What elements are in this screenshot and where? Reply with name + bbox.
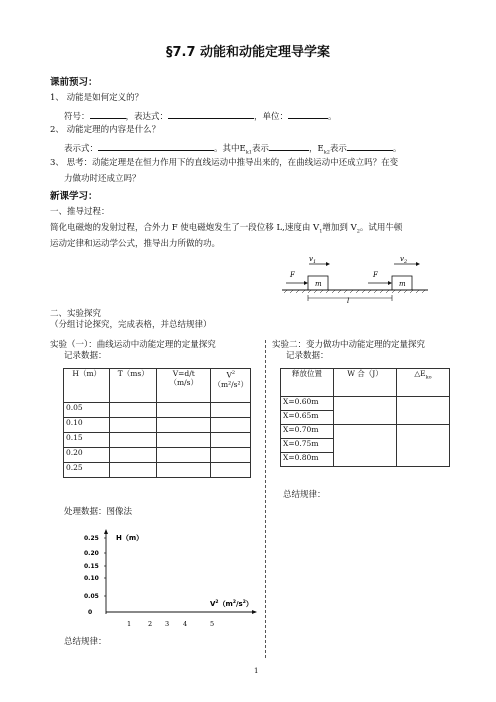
v-cell[interactable] [157,418,211,433]
table-row [64,448,251,463]
t-cell[interactable] [110,403,157,418]
question-3-line2: 力做功时还成立吗？ [64,174,141,184]
v-cell[interactable] [157,448,211,463]
experiment-1-table [63,368,251,478]
experiment-1-record-label: 记录数据： [64,351,107,361]
force-arrowhead-end [388,281,392,285]
derive-text-b: 增加到 V [322,223,357,233]
y-axis-label: H（m） [116,534,144,542]
period: 。 [392,144,402,154]
t-cell[interactable] [110,418,157,433]
y-tick-label: 0.25 [84,535,99,542]
derive-title: 一、推导过程： [50,207,110,217]
x-tick-labels [127,620,214,628]
page-number: 1 [254,667,259,675]
experiment-subtitle: （分组讨论探究，完成表格，并总结规律） [50,320,212,330]
table-row [281,425,450,439]
period: 。 [328,112,337,122]
derive-line1 [50,223,402,238]
y-tick-label: 0 [88,609,93,616]
ek2-blank[interactable] [347,141,393,151]
delta-ek-cell[interactable] [397,425,450,467]
page-title: §7.7 动能和动能定理导学案 [165,45,331,60]
table-header-row [64,369,251,403]
table-row [64,433,251,448]
position-cell: X=0.65m [281,411,334,425]
preview-heading: 课前预习： [50,77,98,88]
t-cell[interactable] [110,463,157,478]
ek1-subscript: k1 [245,149,252,156]
v2-cell[interactable] [211,403,251,418]
experiment-2-summary: 总结规律： [283,490,326,500]
header-delta-ek: $\triangle E_{ko}$ [397,369,450,397]
h-cell: 0.05 [64,403,110,418]
header-release-position: 释放位置 [281,369,334,397]
force-label-end: F [373,271,378,279]
v2-cell[interactable] [211,463,251,478]
ek1-represents: 表示 [251,144,269,154]
y-axis-arrow [104,529,108,534]
unit-label: ，单位： [254,112,289,122]
derive-text-c: 。试用牛顿 [359,223,403,233]
y-tick-label: 0.15 [84,563,99,570]
t-cell[interactable] [110,433,157,448]
v1-label: $v_1$ [309,255,317,265]
force-arrowhead-start [304,281,308,285]
displacement-label: l [347,297,350,305]
symbol-blank[interactable] [90,109,126,119]
v2-cell[interactable] [211,418,251,433]
experiment-2-table [280,368,450,467]
question-2-answer-line [64,141,401,159]
v2-label: $v_2$ [400,255,408,265]
derive-line2: 运动定律和运动学公式，推导出力所做的功。 [50,239,221,249]
ek2-subscript: k2 [323,149,330,156]
ek1-prefix: 。其中E [214,144,246,154]
mass-label-start: m [315,280,322,288]
t-cell[interactable] [110,448,157,463]
experiment-1-summary: 总结规律： [64,637,107,647]
question-1: 1、 动能是如何定义的？ [50,93,144,103]
table-row [281,397,450,411]
v-cell[interactable] [157,433,211,448]
position-cell: X=0.60m [281,397,334,411]
ek1-blank[interactable] [269,141,309,151]
data-graph [74,528,260,628]
expression-blank[interactable] [168,109,254,119]
position-cell: X=0.80m [281,453,334,467]
work-cell[interactable] [334,397,397,425]
v2-cell[interactable] [211,433,251,448]
ek2-prefix: ，E [308,144,324,154]
experiment-title: 二、实验探究 [50,309,102,319]
y-tick-label: 0.05 [84,593,99,600]
formula-blank[interactable] [98,141,214,151]
x-tick-label: 3 [165,620,170,628]
table-row [64,418,251,433]
v-cell[interactable] [157,403,211,418]
x-tick-label: 5 [210,620,215,628]
process-data-label: 处理数据：图像法 [64,507,133,517]
header-v-squared: $V^2$ （m²/s²） [211,369,251,403]
experiment-2-record-label: 记录数据： [286,351,329,361]
formula-label: 表示式： [64,144,99,154]
h-cell: 0.10 [64,418,110,433]
force-label-start: F [290,271,295,279]
x-tick-label: 2 [148,620,153,628]
mass-label-end: m [399,280,406,288]
column-divider [265,340,266,658]
header-h: H（m） [64,369,110,403]
y-tick-label: 0.20 [84,550,99,557]
h-cell: 0.15 [64,433,110,448]
ek2-represents: 表示 [329,144,347,154]
v2-subscript: 2 [356,228,360,235]
position-cell: X=0.70m [281,425,334,439]
experiment-1-title: 实验（一）：曲线运动中动能定理的定量探究 [50,340,216,350]
v2-arrowhead [416,262,420,266]
symbol-label: 符号： [64,112,90,122]
v2-cell[interactable] [211,448,251,463]
x-axis-label: $V^2(m^2/s^2)$ [210,600,253,608]
x-tick-label: 4 [183,620,188,628]
work-cell[interactable] [334,425,397,467]
header-v: V=d/t （m/s） [157,369,211,403]
position-cell: X=0.75m [281,439,334,453]
table-row [64,463,251,478]
y-tick-label: 0.10 [84,575,99,582]
derive-text-a: 简化电磁炮的发射过程，合外力 F 使电磁炮发生了一段位移 L,速度由 V [50,223,320,233]
newlesson-heading: 新课学习： [50,191,98,202]
table-row [64,403,251,418]
x-tick-label: 1 [127,620,132,628]
expression-label: ，表达式： [125,112,169,122]
question-3-line1: 3、 思考：动能定理是在恒力作用下的直线运动中推导出来的，在曲线运动中还成立吗？在变 [50,158,399,168]
header-t: T（ms） [110,369,157,403]
h-cell: 0.20 [64,448,110,463]
v1-subscript: 1 [319,228,323,235]
v1-arrowhead [326,262,330,266]
delta-ek-cell[interactable] [397,397,450,425]
x-axis-arrow [252,610,257,614]
header-work: W 合（J） [334,369,397,397]
v-cell[interactable] [157,463,211,478]
y-tick-labels [84,535,99,616]
question-1-answer-line [64,109,337,123]
table-header-row [281,369,450,397]
question-2: 2、 动能定理的内容是什么？ [50,125,161,135]
electromagnetic-gun-diagram [278,252,432,306]
unit-blank[interactable] [288,109,328,119]
experiment-2-title: 实验二：变力做功中动能定理的定量探究 [272,340,426,350]
h-cell: 0.25 [64,463,110,478]
